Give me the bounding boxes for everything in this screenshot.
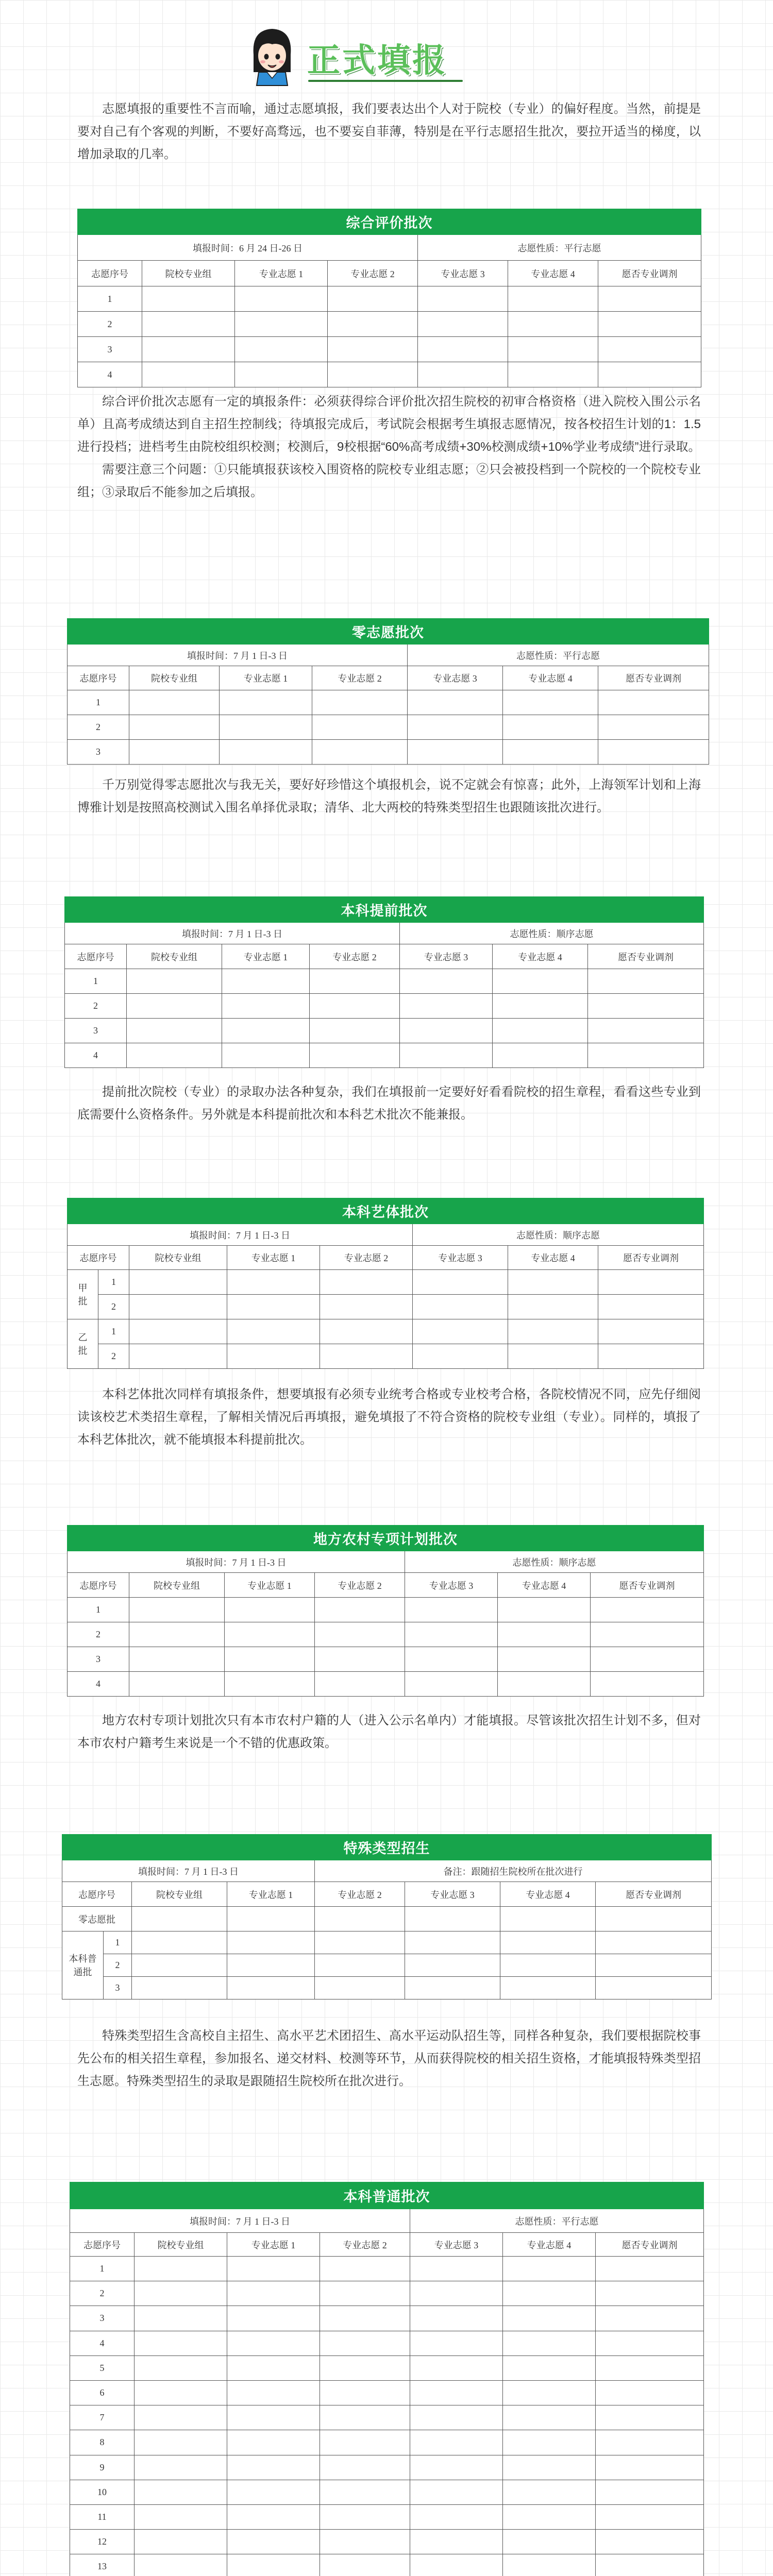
column-header: 专业志愿 3 xyxy=(400,944,493,969)
row-number: 10 xyxy=(70,2480,135,2504)
column-header: 志愿序号 xyxy=(78,261,142,286)
column-header: 院校专业组 xyxy=(127,944,222,969)
row-number: 13 xyxy=(70,2554,135,2576)
column-header: 专业志愿 1 xyxy=(220,666,312,690)
table-row xyxy=(70,2355,704,2380)
batch-remark: 备注：跟随招生院校所在批次进行 xyxy=(315,1860,712,1882)
text-rural xyxy=(77,1709,701,1755)
column-header: 专业志愿 4 xyxy=(498,1573,591,1598)
column-header: 院校专业组 xyxy=(142,261,235,286)
column-header: 专业志愿 3 xyxy=(413,1246,508,1270)
table-row xyxy=(68,715,709,740)
table-row xyxy=(62,1977,712,1999)
table-row xyxy=(68,1270,704,1295)
column-header: 愿否专业调剂 xyxy=(598,666,709,690)
column-header: 志愿序号 xyxy=(70,2233,135,2257)
fill-time: 填报时间：6 月 24 日-26 日 xyxy=(78,235,418,261)
column-header: 专业志愿 3 xyxy=(418,261,508,286)
paragraph: 综合评价批次志愿有一定的填报条件：必须获得综合评价批次招生院校的初审合格资格（进入院校入围公示名单）且高考成绩达到自主招生控制线；待填报完成后，考试院会根据考生填报志愿情况，按各校招生计划的1：1.5进行投档；进档考生由院校组织校测；校测后，9校根据“60%高考成绩+30%校测成绩+10%学业考成绩”进行录取。 xyxy=(77,395,701,454)
column-header: 院校专业组 xyxy=(129,666,220,690)
table-row xyxy=(62,1954,712,1977)
volunteer-nature: 志愿性质：平行志愿 xyxy=(418,235,701,261)
table-row xyxy=(65,994,704,1019)
table-row xyxy=(70,2480,704,2504)
row-number: 1 xyxy=(104,1931,132,1954)
text-art xyxy=(77,1383,701,1451)
row-number: 3 xyxy=(104,1977,132,1999)
volunteer-nature: 志愿性质：平行志愿 xyxy=(408,645,709,666)
column-header: 志愿序号 xyxy=(68,666,129,690)
table-row xyxy=(68,1598,704,1622)
column-header: 志愿序号 xyxy=(68,1573,129,1598)
batch-table-comprehensive xyxy=(77,209,701,387)
column-header: 专业志愿 2 xyxy=(320,2233,410,2257)
table-row xyxy=(62,1931,712,1954)
column-header: 专业志愿 2 xyxy=(315,1882,405,1907)
column-header: 专业志愿 1 xyxy=(227,2233,320,2257)
volunteer-nature: 志愿性质：顺序志愿 xyxy=(400,923,704,944)
table-row xyxy=(70,2281,704,2306)
group-label: 甲批 xyxy=(68,1270,98,1319)
volunteer-nature: 志愿性质：平行志愿 xyxy=(410,2209,704,2233)
row-number: 1 xyxy=(65,969,127,994)
row-number: 4 xyxy=(68,1672,129,1697)
title-underline xyxy=(308,80,463,82)
batch-table-regular xyxy=(70,2182,704,2576)
fill-time: 填报时间：7 月 1 日-3 日 xyxy=(65,923,400,944)
table-row xyxy=(70,2455,704,2480)
column-header: 院校专业组 xyxy=(129,1246,227,1270)
page-title: 正式填报 xyxy=(307,42,447,80)
table-row xyxy=(68,1344,704,1369)
paragraph: 需要注意三个问题：①只能填报获该校入围资格的院校专业组志愿；②只会被投档到一个院校的一个院校专业组；③录取后不能参加之后填报。 xyxy=(77,463,701,499)
column-header: 专业志愿 1 xyxy=(227,1882,315,1907)
table-title: 本科艺体批次 xyxy=(68,1198,704,1224)
column-header: 专业志愿 2 xyxy=(320,1246,413,1270)
row-number: 3 xyxy=(70,2306,135,2331)
group-label: 零志愿批 xyxy=(62,1907,132,1931)
table-row xyxy=(70,2257,704,2281)
batch-table-early xyxy=(64,896,704,1068)
table-row xyxy=(78,286,701,312)
row-number: 3 xyxy=(68,1647,129,1672)
column-header: 专业志愿 4 xyxy=(508,1246,598,1270)
column-header: 专业志愿 3 xyxy=(405,1573,498,1598)
table-title: 特殊类型招生 xyxy=(62,1835,712,1860)
table-row xyxy=(65,969,704,994)
table-row xyxy=(78,337,701,362)
table-row xyxy=(68,1319,704,1344)
intro-paragraph: 志愿填报的重要性不言而喻，通过志愿填报，我们要表达出个人对于院校（专业）的偏好程度。当然，前提是要对自己有个客观的判断，不要好高骛远，也不要妄自菲薄，特别是在平行志愿招生批次，要拉开适当的梯度，以增加录取的几率。 xyxy=(77,102,701,161)
column-header: 专业志愿 1 xyxy=(235,261,328,286)
column-header: 专业志愿 4 xyxy=(503,2233,596,2257)
table-row xyxy=(68,1647,704,1672)
column-header: 愿否专业调剂 xyxy=(596,1882,712,1907)
text-special xyxy=(77,2025,701,2093)
column-header: 愿否专业调剂 xyxy=(596,2233,704,2257)
column-header: 专业志愿 2 xyxy=(315,1573,405,1598)
table-row xyxy=(68,1295,704,1319)
fill-time: 填报时间：7 月 1 日-3 日 xyxy=(68,1551,405,1573)
group-label: 乙批 xyxy=(68,1319,98,1369)
table-row xyxy=(70,2430,704,2455)
table-row xyxy=(65,1043,704,1068)
row-number: 1 xyxy=(68,690,129,715)
row-number: 2 xyxy=(98,1344,129,1369)
column-header: 专业志愿 1 xyxy=(227,1246,320,1270)
batch-table-art xyxy=(67,1198,704,1369)
column-header: 院校专业组 xyxy=(129,1573,225,1598)
paragraph: 提前批次院校（专业）的录取办法各种复杂，我们在填报前一定要好好看看院校的招生章程，看看这些专业到底需要什么资格条件。另外就是本科提前批次和本科艺术批次不能兼报。 xyxy=(77,1085,701,1122)
table-row xyxy=(70,2530,704,2554)
column-header: 愿否专业调剂 xyxy=(588,944,704,969)
table-row xyxy=(68,690,709,715)
fill-time: 填报时间：7 月 1 日-3 日 xyxy=(70,2209,410,2233)
paragraph: 本科艺体批次同样有填报条件，想要填报有必须专业统考合格或专业校考合格，各院校情况不同，应先仔细阅读该校艺术类招生章程，了解相关情况后再填报，避免填报了不符合资格的院校专业组（专业）。同样的，填报了本科艺体批次，就不能填报本科提前批次。 xyxy=(77,1387,701,1447)
row-number: 4 xyxy=(78,362,142,387)
row-number: 5 xyxy=(70,2355,135,2380)
table-row xyxy=(70,2554,704,2576)
paragraph: 特殊类型招生含高校自主招生、高水平艺术团招生、高水平运动队招生等，同样各种复杂，我们要根据院校事先公布的相关招生章程，参加报名、递交材料、校测等环节，从而获得院校的相关招生资格，才能填报特殊类型招生志愿。特殊类型招生的录取是跟随招生院校所在批次进行。 xyxy=(77,2029,701,2088)
table-row xyxy=(70,2504,704,2529)
column-header: 愿否专业调剂 xyxy=(598,261,701,286)
group-label: 本科普通批 xyxy=(62,1931,104,1999)
column-header: 院校专业组 xyxy=(132,1882,227,1907)
girl-avatar-icon xyxy=(246,25,298,87)
column-header: 志愿序号 xyxy=(65,944,127,969)
table-title: 本科提前批次 xyxy=(65,897,704,923)
column-header: 专业志愿 1 xyxy=(225,1573,315,1598)
table-row xyxy=(70,2405,704,2430)
row-number: 3 xyxy=(78,337,142,362)
row-number: 3 xyxy=(68,740,129,765)
table-title: 零志愿批次 xyxy=(68,619,709,645)
row-number: 7 xyxy=(70,2405,135,2430)
column-header: 愿否专业调剂 xyxy=(598,1246,704,1270)
table-row xyxy=(78,362,701,387)
table-row xyxy=(68,1622,704,1647)
row-number: 11 xyxy=(70,2504,135,2529)
row-number: 1 xyxy=(70,2257,135,2281)
text-comprehensive xyxy=(77,391,701,504)
table-row xyxy=(78,312,701,337)
table-row xyxy=(70,2306,704,2331)
volunteer-nature: 志愿性质：顺序志愿 xyxy=(405,1551,704,1573)
header xyxy=(0,15,773,93)
table-row xyxy=(68,740,709,765)
text-zero xyxy=(77,774,701,819)
row-number: 4 xyxy=(70,2331,135,2355)
column-header: 专业志愿 2 xyxy=(312,666,408,690)
column-header: 专业志愿 1 xyxy=(222,944,310,969)
row-number: 2 xyxy=(70,2281,135,2306)
row-number: 1 xyxy=(78,286,142,312)
column-header: 专业志愿 4 xyxy=(508,261,598,286)
row-number: 1 xyxy=(98,1319,129,1344)
row-number: 8 xyxy=(70,2430,135,2455)
text-early xyxy=(77,1081,701,1126)
row-number: 2 xyxy=(104,1954,132,1977)
paragraph: 千万别觉得零志愿批次与我无关，要好好珍惜这个填报机会，说不定就会有惊喜；此外，上海领军计划和上海博雅计划是按照高校测试入围名单择优录取；清华、北大两校的特殊类型招生也跟随该批次进行。 xyxy=(77,778,701,815)
batch-table-special xyxy=(62,1834,712,1999)
table-row xyxy=(70,2331,704,2355)
row-number: 2 xyxy=(65,994,127,1019)
batch-table-zero xyxy=(67,618,709,765)
column-header: 专业志愿 4 xyxy=(500,1882,596,1907)
intro-text xyxy=(77,98,701,166)
row-number: 3 xyxy=(65,1019,127,1043)
table-title: 综合评价批次 xyxy=(78,209,701,235)
table-title: 地方农村专项计划批次 xyxy=(68,1526,704,1551)
column-header: 专业志愿 2 xyxy=(310,944,400,969)
row-number: 4 xyxy=(65,1043,127,1068)
column-header: 志愿序号 xyxy=(62,1882,132,1907)
table-row xyxy=(68,1672,704,1697)
row-number: 2 xyxy=(68,1622,129,1647)
fill-time: 填报时间：7 月 1 日-3 日 xyxy=(68,645,408,666)
batch-table-rural xyxy=(67,1525,704,1697)
column-header: 愿否专业调剂 xyxy=(591,1573,704,1598)
row-number: 6 xyxy=(70,2380,135,2405)
volunteer-nature: 志愿性质：顺序志愿 xyxy=(413,1224,704,1246)
row-number: 2 xyxy=(98,1295,129,1319)
column-header: 专业志愿 2 xyxy=(328,261,418,286)
paragraph: 地方农村专项计划批次只有本市农村户籍的人（进入公示名单内）才能填报。尽管该批次招生计划不多，但对本市农村户籍考生来说是一个不错的优惠政策。 xyxy=(77,1714,701,1750)
column-header: 志愿序号 xyxy=(68,1246,129,1270)
row-number: 9 xyxy=(70,2455,135,2480)
table-row xyxy=(62,1907,712,1931)
column-header: 专业志愿 3 xyxy=(405,1882,500,1907)
regular-rows xyxy=(70,2257,704,2576)
row-number: 2 xyxy=(68,715,129,740)
row-number: 12 xyxy=(70,2530,135,2554)
column-header: 专业志愿 4 xyxy=(503,666,598,690)
column-header: 专业志愿 3 xyxy=(410,2233,503,2257)
table-row xyxy=(65,1019,704,1043)
column-header: 院校专业组 xyxy=(135,2233,227,2257)
row-number: 1 xyxy=(98,1270,129,1295)
row-number: 1 xyxy=(68,1598,129,1622)
fill-time: 填报时间：7 月 1 日-3 日 xyxy=(68,1224,413,1246)
column-header: 专业志愿 4 xyxy=(493,944,588,969)
table-row xyxy=(70,2380,704,2405)
row-number: 2 xyxy=(78,312,142,337)
table-title: 本科普通批次 xyxy=(70,2182,704,2209)
column-header: 专业志愿 3 xyxy=(408,666,503,690)
fill-time: 填报时间：7 月 1 日-3 日 xyxy=(62,1860,315,1882)
